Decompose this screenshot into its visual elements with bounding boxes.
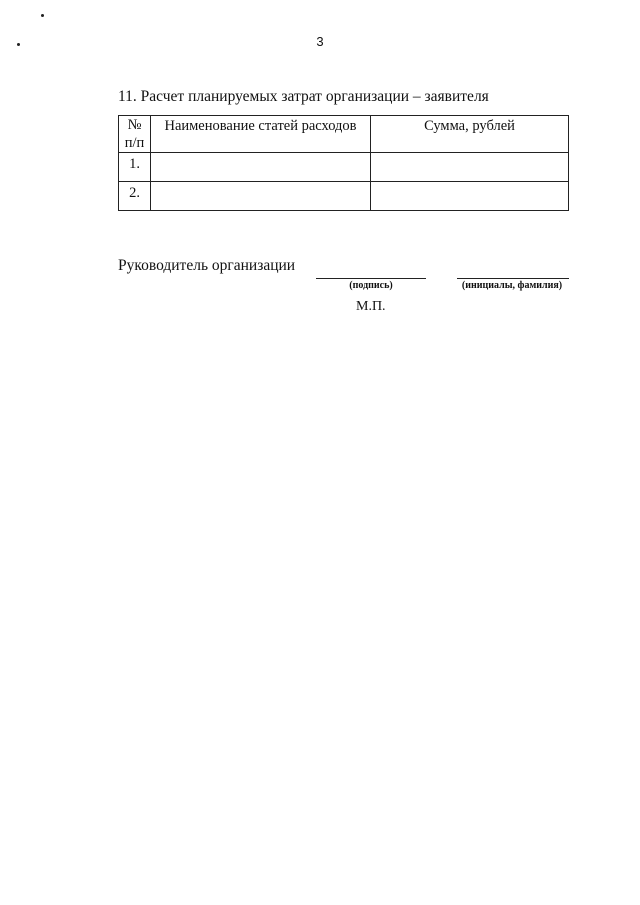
expense-sum-cell[interactable] xyxy=(371,182,569,211)
page-number: 3 xyxy=(316,34,324,49)
costs-table xyxy=(118,115,569,211)
signature-caption: (подпись) xyxy=(349,280,393,291)
column-header-name: Наименование статей расходов xyxy=(151,116,371,153)
expense-sum-cell[interactable] xyxy=(371,153,569,182)
table-header-row xyxy=(119,116,569,153)
signature-label: Руководитель организации xyxy=(118,257,296,274)
stamp-place-label: М.П. xyxy=(356,299,386,314)
signature-line[interactable] xyxy=(316,278,426,279)
column-header-number-line2: п/п xyxy=(124,135,145,151)
expense-name-cell[interactable] xyxy=(151,182,371,211)
row-number-cell: 2. xyxy=(119,182,151,211)
column-header-sum: Сумма, рублей xyxy=(371,116,569,153)
table-row xyxy=(119,153,569,182)
section-title: 11. Расчет планируемых затрат организации – заявителя xyxy=(118,88,489,105)
row-number-cell: 1. xyxy=(119,153,151,182)
table-row xyxy=(119,182,569,211)
column-header-number-line1: № xyxy=(127,117,142,133)
expense-name-cell[interactable] xyxy=(151,153,371,182)
column-header-number xyxy=(119,116,151,153)
name-caption: (инициалы, фамилия) xyxy=(461,280,563,291)
scan-speck xyxy=(41,14,44,17)
name-line[interactable] xyxy=(457,278,569,279)
